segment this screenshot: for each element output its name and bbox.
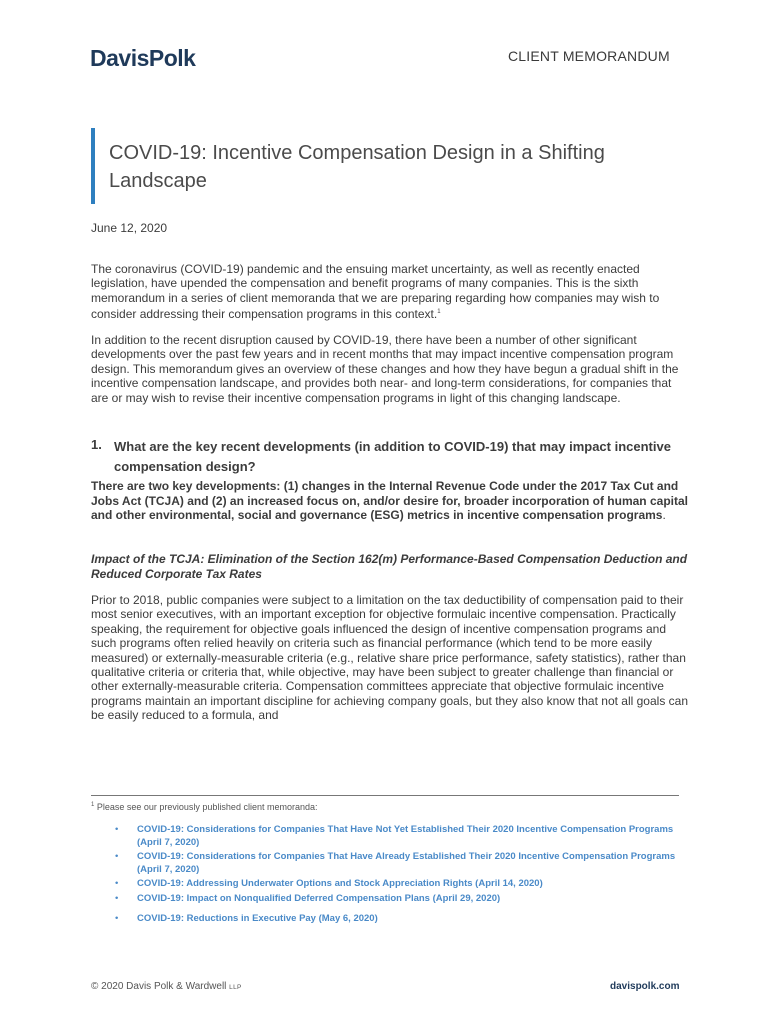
footnote-link-text[interactable]: COVID-19: Considerations for Companies That Have Not Yet Established Their 2020 Incentive Compensation Programs (April 7, 2020) xyxy=(137,824,674,848)
footnote-intro-text: Please see our previously published client memoranda: xyxy=(96,802,318,812)
footnote-link-text[interactable]: COVID-19: Addressing Underwater Options and Stock Appreciation Rights (April 14, 2020) xyxy=(137,878,543,889)
footnote-divider xyxy=(91,795,679,796)
bullet-icon: • xyxy=(115,892,119,904)
intro-paragraph-text: The coronavirus (COVID-19) pandemic and the ensuing market uncertainty, as well as recently enacted legislation, have upended the compensation and benefit programs of many companies. This is the sixth memorandum in a series of client memoranda that we are preparing regarding how companies may wish to consider addressing their compensation programs in this context. xyxy=(91,262,660,322)
key-developments-period: . xyxy=(662,508,666,523)
footnote-link-item[interactable] xyxy=(91,851,681,876)
davis-polk-logo: DavisPolk xyxy=(90,45,196,71)
footnote-link-text[interactable]: COVID-19: Reductions in Executive Pay (May 6, 2020) xyxy=(137,913,378,924)
page-title: COVID-19: Incentive Compensation Design in a Shifting Landscape xyxy=(109,142,605,192)
question-heading: What are the key recent developments (in addition to COVID-19) that may impact incentive compensation design? xyxy=(114,439,671,474)
question-number: 1. xyxy=(91,437,102,452)
client-memorandum-label: CLIENT MEMORANDUM xyxy=(508,48,670,64)
footnote-intro xyxy=(91,802,317,812)
footer-copyright xyxy=(91,981,242,992)
tcja-paragraph: Prior to 2018, public companies were subject to a limitation on the tax deductibility of compensation paid to their most senior executives, with an important exception for objective formulaic incentive compensation. Practically speaking, the requirement for objective goals influenced the design of incentive compensation programs and such programs often relied heavily on criteria such as financial performance (which tend to be more easily measured) or externally-measurable criteria (e.g., relative share price performance, safety statistics), rather than qualitative criteria or criteria that, while objective, may have been subject to greater challenge than financial or other externally-measurable criteria. Compensation committees appreciate that objective formulaic incentive programs maintain an important discipline for achieving company goals, but they also know that not all goals can be easily reduced to a formula, and xyxy=(91,593,688,723)
llp-suffix: LLP xyxy=(229,984,242,991)
footnote-memo-list xyxy=(91,824,681,928)
context-paragraph: In addition to the recent disruption caused by COVID-19, there have been a number of other significant developments over the past few years and in recent months that may impact incentive compensation program design. This memorandum gives an overview of these changes and how they have begun a gradual shift in the incentive compensation landscape, and provides both near- and long-term considerations, for companies that are or may wish to revise their incentive compensation programs in light of this changing landscape. xyxy=(91,333,679,405)
tcja-subheading: Impact of the TCJA: Elimination of the Section 162(m) Performance-Based Compensation Deduction and Reduced Corporate Tax Rates xyxy=(91,552,688,581)
footnote-mark: 1 xyxy=(91,802,95,808)
bullet-icon: • xyxy=(115,851,119,862)
footnote-link-item[interactable] xyxy=(91,878,681,891)
footnote-reference[interactable]: 1 xyxy=(437,309,441,316)
bullet-icon: • xyxy=(115,824,119,835)
copyright-text: © 2020 Davis Polk & Wardwell xyxy=(91,981,227,992)
title-accent-bar xyxy=(91,128,95,204)
footer-website-link[interactable]: davispolk.com xyxy=(610,981,680,992)
intro-paragraph xyxy=(91,262,691,322)
footnote-link-text[interactable]: COVID-19: Impact on Nonqualified Deferred Compensation Plans (April 29, 2020) xyxy=(137,892,501,904)
key-developments-paragraph xyxy=(91,479,691,523)
memo-date: June 12, 2020 xyxy=(91,221,168,235)
bullet-icon: • xyxy=(115,913,119,924)
key-developments-text: There are two key developments: (1) changes in the Internal Revenue Code under the 2017 Tax Cut and Jobs Act (TCJA) and (2) an increased focus on, and/or desire for, broader incorporation of human capital and other environmental, social and governance (ESG) metrics in incentive compensation programs xyxy=(91,479,688,523)
footnote-link-item[interactable] xyxy=(91,824,681,849)
footnote-link-item[interactable] xyxy=(91,913,681,926)
footnote-link-item[interactable] xyxy=(91,893,681,906)
bullet-icon: • xyxy=(115,878,119,889)
footnote-link-text[interactable]: COVID-19: Considerations for Companies That Have Already Established Their 2020 Incentive Compensation Programs (April 7, 2020) xyxy=(137,851,676,875)
